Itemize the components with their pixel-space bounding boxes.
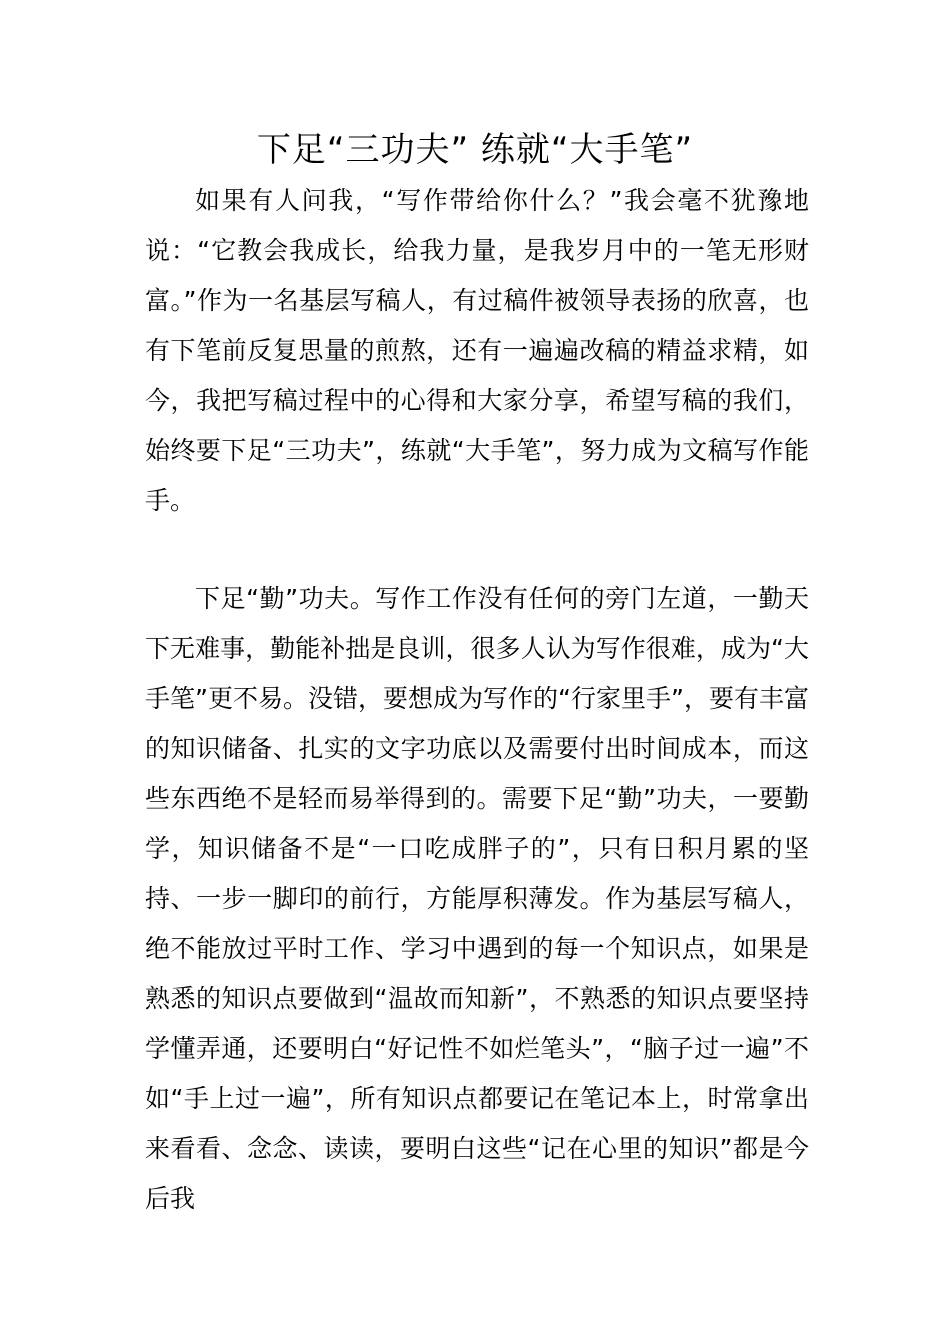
paragraph-diligence [145,574,809,1224]
paragraph-text: 如果有人问我，“写作带给你什么？”我会毫不犹豫地说：“它教会我成长，给我力量，是我岁月中的一笔无形财富。”作为一名基层写稿人，有过稿件被领导表扬的欣喜，也有下笔前反复思量的煎熬，还有一遍遍改稿的精益求精，如今，我把写稿过程中的心得和大家分享，希望写稿的我们，始终要下足“三功夫”，练就“大手笔”，努力成为文稿写作能手。 [145,186,809,515]
paragraph-intro [145,176,809,526]
paragraph-text: 下足“勤”功夫。写作工作没有任何的旁门左道，一勤天下无难事，勤能补拙是良训，很多人认为写作很难，成为“大手笔”更不易。没错，要想成为写作的“行家里手”，要有丰富的知识储备、扎实的文字功底以及需要付出时间成本，而这些东西绝不是轻而易举得到的。需要下足“勤”功夫，一要勤学，知识储备不是“一口吃成胖子的”，只有日积月累的坚持、一步一脚印的前行，方能厚积薄发。作为基层写稿人，绝不能放过平时工作、学习中遇到的每一个知识点，如果是熟悉的知识点要做到“温故而知新”，不熟悉的知识点要坚持学懂弄通，还要明白“好记性不如烂笔头”，“脑子过一遍”不如“手上过一遍”，所有知识点都要记在笔记本上，时常拿出来看看、念念、读读，要明白这些“记在心里的知识”都是今后我 [145,584,809,1213]
document-title: 下足“三功夫” 练就“大手笔” [256,130,694,170]
